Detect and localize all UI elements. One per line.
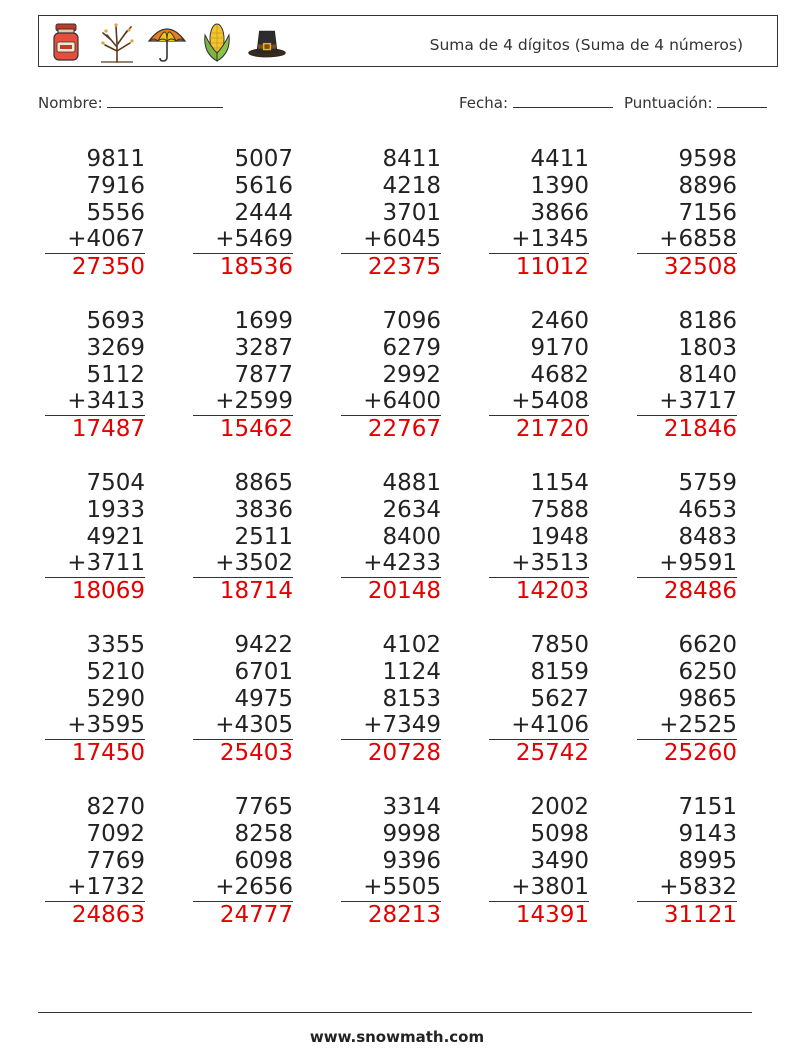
addend: 5693 (86, 308, 145, 334)
addend: 4102 (382, 632, 441, 658)
addend: 5007 (234, 146, 293, 172)
addition-problem (341, 794, 441, 929)
addend: 7850 (530, 632, 589, 658)
addition-problem (193, 146, 293, 281)
addend: 5616 (234, 172, 293, 199)
addend: 2511 (234, 523, 293, 550)
answer: 20728 (367, 740, 441, 767)
pilgrim-hat-icon (247, 21, 287, 63)
last-addend: +5832 (637, 874, 737, 902)
addition-problem (341, 470, 441, 605)
addend: 7916 (86, 172, 145, 199)
addend: 1933 (86, 496, 145, 523)
addition-problem (341, 632, 441, 767)
answer: 14391 (515, 902, 589, 929)
addition-problem (193, 308, 293, 443)
addend: 8186 (678, 308, 737, 334)
addend: 4975 (234, 685, 293, 712)
addend: 7151 (678, 794, 737, 820)
addition-problem (637, 632, 737, 767)
footer-divider (38, 1012, 752, 1013)
addend: 9170 (530, 334, 589, 361)
last-addend: +4233 (341, 550, 441, 578)
addend: 1803 (678, 334, 737, 361)
addend: 3314 (382, 794, 441, 820)
addend: 1390 (530, 172, 589, 199)
addition-problem (637, 146, 737, 281)
addend: 3287 (234, 334, 293, 361)
addend: 7504 (86, 470, 145, 496)
addend: 7588 (530, 496, 589, 523)
addend: 5112 (86, 361, 145, 388)
addition-problem (489, 146, 589, 281)
addend: 5210 (86, 658, 145, 685)
worksheet-title: Suma de 4 dígitos (Suma de 4 números) (429, 36, 743, 54)
answer: 28213 (367, 902, 441, 929)
last-addend: +5469 (193, 226, 293, 254)
answer: 28486 (663, 578, 737, 605)
last-addend: +3711 (45, 550, 145, 578)
last-addend: +2599 (193, 388, 293, 416)
answer: 21846 (663, 416, 737, 443)
date-blank[interactable] (513, 93, 613, 108)
addition-problem (45, 470, 145, 605)
addend: 2002 (530, 794, 589, 820)
last-addend: +4106 (489, 712, 589, 740)
addend: 5556 (86, 199, 145, 226)
answer: 22767 (367, 416, 441, 443)
addend: 6620 (678, 632, 737, 658)
addend: 4218 (382, 172, 441, 199)
answer: 17487 (71, 416, 145, 443)
addend: 2460 (530, 308, 589, 334)
addend: 4881 (382, 470, 441, 496)
addend: 7877 (234, 361, 293, 388)
addition-problem (193, 470, 293, 605)
addend: 3269 (86, 334, 145, 361)
umbrella-icon (147, 21, 187, 63)
addend: 4682 (530, 361, 589, 388)
last-addend: +3413 (45, 388, 145, 416)
name-label: Nombre: (38, 94, 103, 112)
last-addend: +3801 (489, 874, 589, 902)
worksheet-header (38, 15, 778, 67)
addition-problem (489, 308, 589, 443)
addend: 7096 (382, 308, 441, 334)
addend: 8270 (86, 794, 145, 820)
answer: 22375 (367, 254, 441, 281)
addend: 8995 (678, 847, 737, 874)
addend: 5627 (530, 685, 589, 712)
addend: 6098 (234, 847, 293, 874)
jam-jar-icon (47, 21, 87, 63)
answer: 27350 (71, 254, 145, 281)
addend: 4411 (530, 146, 589, 172)
addend: 3355 (86, 632, 145, 658)
score-field[interactable] (624, 93, 767, 112)
answer: 24863 (71, 902, 145, 929)
name-field[interactable] (38, 93, 223, 112)
addend: 9422 (234, 632, 293, 658)
last-addend: +5505 (341, 874, 441, 902)
last-addend: +1345 (489, 226, 589, 254)
addend: 8865 (234, 470, 293, 496)
addend: 8258 (234, 820, 293, 847)
addend: 2992 (382, 361, 441, 388)
addition-problem (637, 794, 737, 929)
addend: 8411 (382, 146, 441, 172)
corn-icon (197, 21, 237, 63)
addend: 2444 (234, 199, 293, 226)
last-addend: +2525 (637, 712, 737, 740)
answer: 24777 (219, 902, 293, 929)
addend: 4653 (678, 496, 737, 523)
addend: 1124 (382, 658, 441, 685)
addend: 9396 (382, 847, 441, 874)
answer: 20148 (367, 578, 441, 605)
addend: 1948 (530, 523, 589, 550)
last-addend: +9591 (637, 550, 737, 578)
last-addend: +3513 (489, 550, 589, 578)
answer: 17450 (71, 740, 145, 767)
answer: 25260 (663, 740, 737, 767)
answer: 11012 (515, 254, 589, 281)
last-addend: +3717 (637, 388, 737, 416)
addend: 8896 (678, 172, 737, 199)
name-blank[interactable] (107, 93, 223, 108)
addend: 7156 (678, 199, 737, 226)
answer: 18714 (219, 578, 293, 605)
addition-problem (193, 794, 293, 929)
addition-problem (341, 146, 441, 281)
last-addend: +2656 (193, 874, 293, 902)
addend: 9598 (678, 146, 737, 172)
date-label: Fecha: (459, 94, 509, 112)
last-addend: +4067 (45, 226, 145, 254)
addend: 1154 (530, 470, 589, 496)
addend: 9998 (382, 820, 441, 847)
addend: 7765 (234, 794, 293, 820)
date-field[interactable] (459, 93, 613, 112)
addend: 5759 (678, 470, 737, 496)
addend: 6701 (234, 658, 293, 685)
student-fields (38, 93, 772, 115)
addition-problem (45, 632, 145, 767)
addend: 8153 (382, 685, 441, 712)
answer: 14203 (515, 578, 589, 605)
addend: 8159 (530, 658, 589, 685)
last-addend: +5408 (489, 388, 589, 416)
answer: 25742 (515, 740, 589, 767)
answer: 18069 (71, 578, 145, 605)
last-addend: +3595 (45, 712, 145, 740)
answer: 31121 (663, 902, 737, 929)
addition-problem (45, 146, 145, 281)
score-label: Puntuación: (624, 94, 713, 112)
addition-problem (637, 308, 737, 443)
addend: 8483 (678, 523, 737, 550)
addend: 6250 (678, 658, 737, 685)
addend: 9143 (678, 820, 737, 847)
addend: 3866 (530, 199, 589, 226)
addend: 7769 (86, 847, 145, 874)
answer: 21720 (515, 416, 589, 443)
answer: 32508 (663, 254, 737, 281)
addend: 7092 (86, 820, 145, 847)
last-addend: +3502 (193, 550, 293, 578)
footer-site: www.snowmath.com (309, 1028, 485, 1046)
addend: 3836 (234, 496, 293, 523)
addition-problem (489, 470, 589, 605)
addend: 3490 (530, 847, 589, 874)
addend: 1699 (234, 308, 293, 334)
addition-problem (637, 470, 737, 605)
answer: 15462 (219, 416, 293, 443)
score-blank[interactable] (717, 93, 767, 108)
addition-problem (489, 794, 589, 929)
addend: 5098 (530, 820, 589, 847)
addend: 8140 (678, 361, 737, 388)
last-addend: +6045 (341, 226, 441, 254)
bare-tree-icon (97, 21, 137, 63)
last-addend: +6858 (637, 226, 737, 254)
addend: 9865 (678, 685, 737, 712)
addend: 6279 (382, 334, 441, 361)
addition-problem (193, 632, 293, 767)
addend: 9811 (86, 146, 145, 172)
addition-problem (341, 308, 441, 443)
addend: 5290 (86, 685, 145, 712)
addend: 3701 (382, 199, 441, 226)
answer: 25403 (219, 740, 293, 767)
last-addend: +7349 (341, 712, 441, 740)
addition-problem (489, 632, 589, 767)
addend: 4921 (86, 523, 145, 550)
answer: 18536 (219, 254, 293, 281)
addend: 2634 (382, 496, 441, 523)
header-icons (47, 21, 287, 63)
last-addend: +6400 (341, 388, 441, 416)
last-addend: +4305 (193, 712, 293, 740)
last-addend: +1732 (45, 874, 145, 902)
addition-problem (45, 308, 145, 443)
addend: 8400 (382, 523, 441, 550)
addition-problem (45, 794, 145, 929)
